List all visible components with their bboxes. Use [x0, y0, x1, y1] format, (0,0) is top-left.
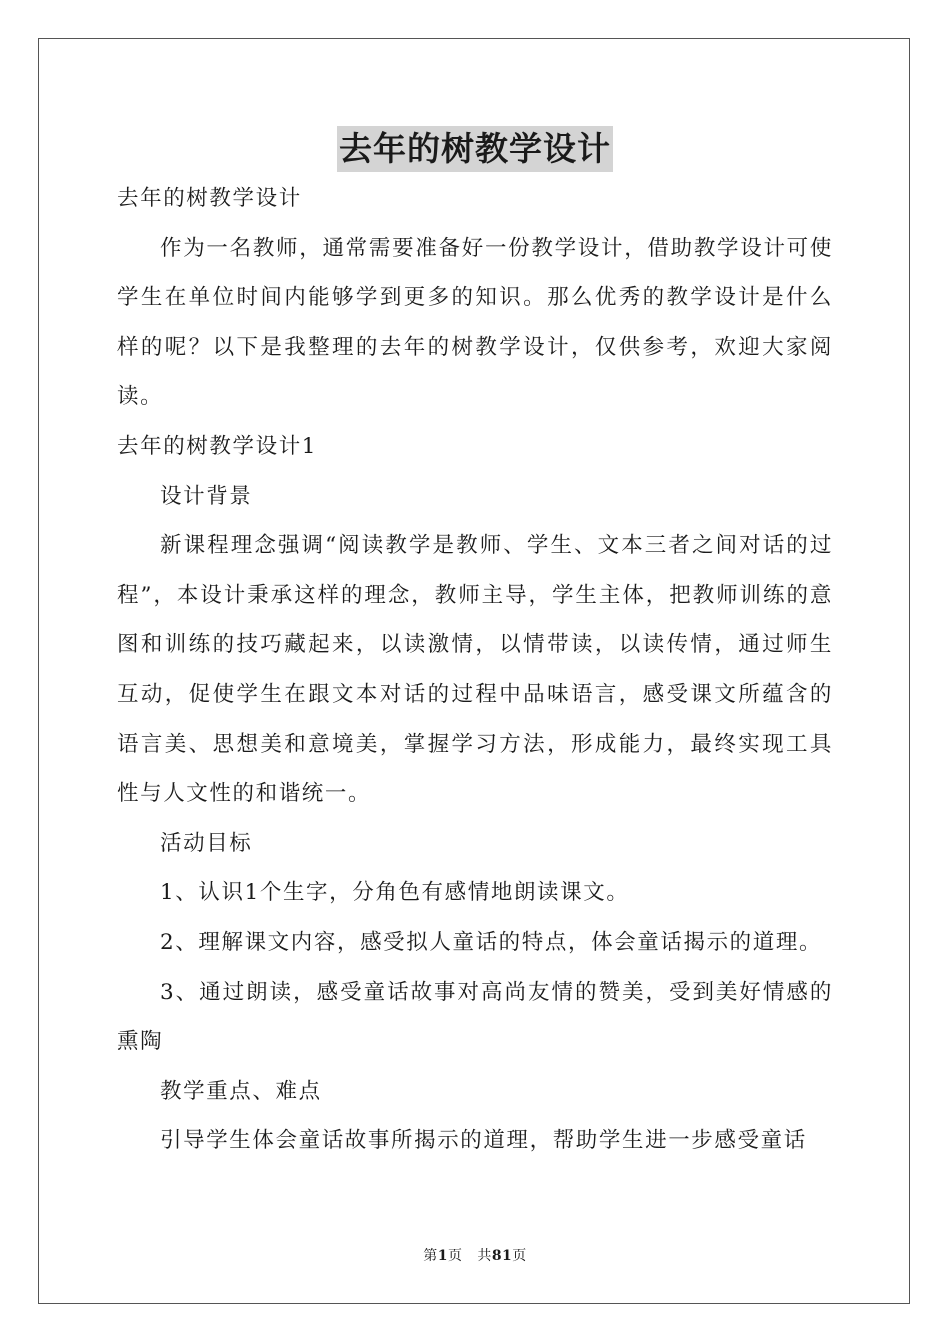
title-block: [0, 126, 950, 172]
key-points-heading: 教学重点、难点: [160, 1078, 322, 1104]
intro-paragraph: 作为一名教师，通常需要准备好一份教学设计，借助教学设计可使学生在单位时间内能够学到更多的知识。那么优秀的教学设计是什么样的呢？以下是我整理的去年的树教学设计，仅供参考，欢迎大家阅读。: [117, 235, 833, 410]
page-number: 1: [437, 1248, 448, 1264]
page-prefix: 第: [423, 1248, 438, 1264]
goal-item-3: 3、通过朗读，感受童话故事对高尚友情的赞美，受到美好情感的熏陶: [117, 979, 833, 1055]
goal-item-2: 2、理解课文内容，感受拟人童话的特点，体会童话揭示的道理。: [160, 929, 823, 955]
total-suffix: 页: [512, 1248, 527, 1264]
key-points-paragraph: 引导学生体会童话故事所揭示的道理，帮助学生进一步感受童话: [160, 1128, 807, 1154]
activity-goals-heading: 活动目标: [160, 830, 253, 856]
document-body: [117, 174, 833, 1166]
subtitle-line: 去年的树教学设计: [117, 186, 302, 211]
goal-item-1: 1、认识1个生字，分角色有感情地朗读课文。: [160, 880, 630, 906]
design-background-heading: 设计背景: [160, 483, 253, 509]
page-suffix: 页: [447, 1248, 463, 1264]
document-title: 去年的树教学设计: [337, 126, 613, 172]
total-pages: 81: [491, 1248, 513, 1264]
total-prefix: 共: [477, 1248, 492, 1264]
page-footer: [0, 1245, 950, 1265]
section-heading: 去年的树教学设计1: [117, 433, 318, 459]
design-background-paragraph: 新课程理念强调“阅读教学是教师、学生、文本三者之间对话的过程”，本设计秉承这样的理念，教师主导，学生主体，把教师训练的意图和训练的技巧藏起来，以读激情，以情带读，以读传情，通过师生互动，促使学生在跟文本对话的过程中品味语言，感受课文所蕴含的语言美、思想美和意境美，掌握学习方法，形成能力，最终实现工具性与人文性的和谐统一。: [117, 533, 833, 807]
